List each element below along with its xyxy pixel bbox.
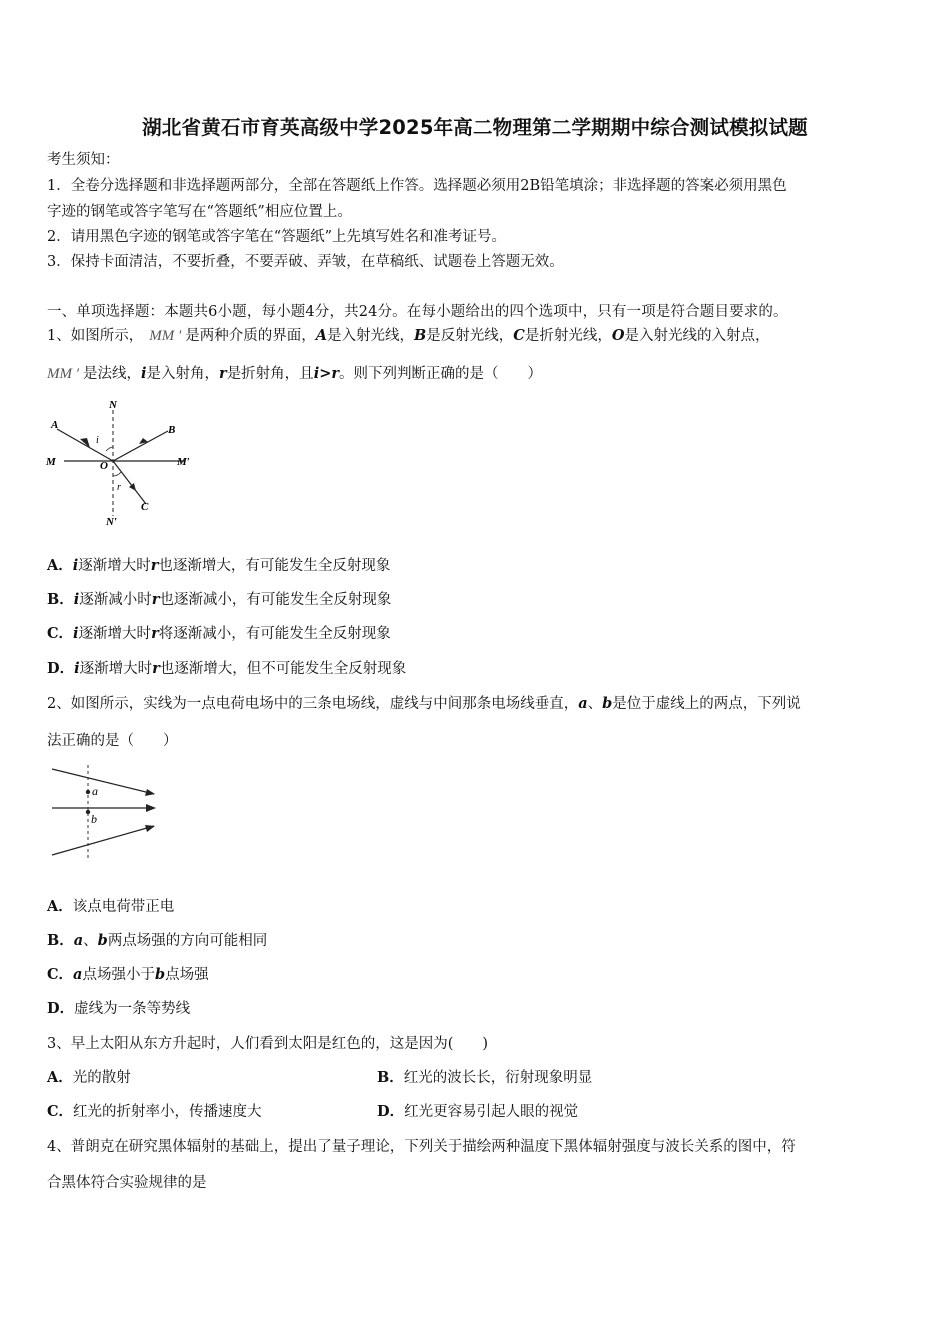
q1-refraction-figure xyxy=(40,396,210,532)
option-var: r xyxy=(151,625,159,642)
q2-var-a: a xyxy=(578,695,588,712)
page-title: 湖北省黄石市育英高级中学2025年高二物理第二学期期中综合测试模拟试题 xyxy=(142,116,808,139)
q1-mm-symbol: MM ′ xyxy=(47,366,80,382)
notice-heading: 考生须知： xyxy=(47,152,120,168)
q1-option-d[interactable] xyxy=(47,659,406,679)
q3-option-c[interactable] xyxy=(47,1102,262,1122)
label-a: A xyxy=(51,419,59,431)
label-n: N xyxy=(109,399,117,411)
label-o: O xyxy=(100,460,108,472)
q1-stem-line1 xyxy=(47,326,769,346)
option-text: 两点场强的方向可能相同 xyxy=(107,933,268,949)
option-key: B． xyxy=(377,1069,404,1086)
option-key: A． xyxy=(47,557,73,574)
arrowhead-bottom xyxy=(145,825,155,832)
q1-text: 是入射光线， xyxy=(327,328,415,344)
q1-text: 是入射光线的入射点， xyxy=(624,328,770,344)
notice-item: 3．保持卡面清洁，不要折叠，不要弄破、弄皱，在草稿纸、试题卷上答题无效。 xyxy=(47,254,564,270)
notice-item: 2．请用黑色字迹的钢笔或答字笔在“答题纸”上先填写姓名和准考证号。 xyxy=(47,229,507,245)
q1-text: 是折射角，且 xyxy=(226,366,314,382)
option-key: A． xyxy=(47,898,73,915)
q1-text: 是两种介质的界面， xyxy=(185,328,316,344)
option-var: r xyxy=(151,591,160,608)
q1-var-C: C xyxy=(513,327,525,344)
point-b xyxy=(86,810,90,814)
option-text: 也逐渐增大，但不可能发生全反射现象 xyxy=(159,661,407,677)
label-b: B xyxy=(168,424,176,436)
q1-text: 是折射光线， xyxy=(524,328,612,344)
q3-option-b[interactable] xyxy=(377,1068,592,1088)
q1-var-O: O xyxy=(611,327,625,344)
q3-option-a[interactable] xyxy=(47,1068,131,1088)
q1-var-A: A xyxy=(315,327,328,344)
q1-text: 。则下列判断正确的是（ ） xyxy=(339,366,542,382)
q3-stem: 3、早上太阳从东方升起时，人们看到太阳是红色的，这是因为( ) xyxy=(47,1036,489,1052)
q1-text: 是法线， xyxy=(83,366,142,382)
q1-var-i: i xyxy=(141,365,147,382)
q1-text: 是反射光线， xyxy=(426,328,514,344)
option-text: 点场强 xyxy=(165,967,209,983)
q2-option-c[interactable] xyxy=(47,965,209,985)
label-i: i xyxy=(96,435,99,446)
option-var: b xyxy=(154,966,166,983)
label-n-prime: N′ xyxy=(106,516,118,528)
option-key: A． xyxy=(47,1069,73,1086)
option-text: 红光更容易引起人眼的视觉 xyxy=(404,1104,579,1120)
option-key: C． xyxy=(47,625,74,642)
option-key: D． xyxy=(47,660,75,677)
option-text: 该点电荷带正电 xyxy=(72,899,175,915)
q1-option-a[interactable] xyxy=(47,556,390,576)
q1-option-c[interactable] xyxy=(47,624,391,644)
q2-stem-line2: 法正确的是（ ） xyxy=(47,733,178,749)
q2-option-a[interactable] xyxy=(47,897,174,917)
label-c: C xyxy=(141,501,149,513)
option-text: 点场强小于 xyxy=(82,967,155,983)
angle-i-arc xyxy=(106,447,113,451)
option-key: C． xyxy=(47,1103,74,1120)
option-var: a xyxy=(73,932,84,949)
field-line-bottom xyxy=(52,826,154,855)
q1-condition: i>r xyxy=(313,365,339,382)
q1-var-B: B xyxy=(414,327,427,344)
option-text: 将逐渐减小，有可能发生全反射现象 xyxy=(158,626,391,642)
q1-stem-line2 xyxy=(47,364,542,384)
option-text: 逐渐增大时 xyxy=(79,661,153,677)
q1-text: 1、如图所示， xyxy=(47,328,144,344)
label-m: M xyxy=(46,456,56,468)
option-text: 逐渐增大时 xyxy=(78,558,151,574)
option-text: 逐渐减小时 xyxy=(79,592,152,608)
option-text: 也逐渐减小，有可能发生全反射现象 xyxy=(159,592,392,608)
q4-stem-line1: 4、普朗克在研究黑体辐射的基础上，提出了量子理论，下列关于描绘两种温度下黑体辐射强度与波长关系的图中，符 xyxy=(47,1139,796,1155)
option-key: B． xyxy=(47,591,74,608)
option-key: B． xyxy=(47,932,74,949)
option-var: r xyxy=(152,660,160,677)
label-a: a xyxy=(92,784,98,798)
q2-option-d[interactable] xyxy=(47,999,190,1019)
option-text: 逐渐增大时 xyxy=(78,626,152,642)
q2-field-lines-figure xyxy=(44,762,164,862)
label-b: b xyxy=(91,812,97,826)
q1-option-b[interactable] xyxy=(47,590,391,610)
q1-mm-symbol: MM ′ xyxy=(149,328,182,344)
option-var: b xyxy=(97,932,108,949)
option-var: i xyxy=(73,625,79,642)
q2-stem-line1 xyxy=(47,694,801,714)
option-key: D． xyxy=(377,1103,405,1120)
option-var: a xyxy=(73,966,83,983)
angle-r-arc xyxy=(113,472,121,476)
arrowhead-top xyxy=(145,789,155,796)
option-var: r xyxy=(150,557,159,574)
section-heading: 一、单项选择题：本题共6小题，每小题4分，共24分。在每小题给出的四个选项中，只有一项是符合题目要求的。 xyxy=(47,304,788,320)
option-var: i xyxy=(72,557,79,574)
q4-stem-line2: 合黑体符合实验规律的是 xyxy=(47,1175,207,1191)
incident-ray-a xyxy=(57,429,113,461)
q3-option-d[interactable] xyxy=(377,1102,578,1122)
option-text: 红光的折射率小，传播速度大 xyxy=(73,1104,262,1120)
reflected-ray-b xyxy=(113,431,168,461)
q2-text: 2、如图所示，实线为一点电荷电场中的三条电场线，虚线与中间那条电场线垂直， xyxy=(47,696,579,712)
notice-item: 1．全卷分选择题和非选择题两部分，全部在答题纸上作答。选择题必须用2B铅笔填涂；非选择题的答案必须用黑色 xyxy=(47,178,787,194)
q2-var-b: b xyxy=(602,695,613,712)
label-r: r xyxy=(117,482,121,493)
option-var: i xyxy=(73,591,80,608)
option-var: i xyxy=(74,660,80,677)
q2-text: 是位于虚线上的两点，下列说 xyxy=(612,696,801,712)
label-m-prime: M′ xyxy=(177,456,190,468)
q2-text: 、 xyxy=(587,696,603,712)
arrowhead-middle xyxy=(146,804,156,812)
q1-var-r: r xyxy=(219,365,227,382)
option-key: C． xyxy=(47,966,74,983)
option-text: 红光的波长长，衍射现象明显 xyxy=(403,1070,593,1086)
option-text: 也逐渐增大，有可能发生全反射现象 xyxy=(158,558,391,574)
option-text: 光的散射 xyxy=(72,1070,131,1086)
field-line-top xyxy=(52,769,154,794)
q1-text: 是入射角， xyxy=(146,366,220,382)
option-key: D． xyxy=(47,1000,75,1017)
option-text: 、 xyxy=(83,933,98,949)
option-text: 虚线为一条等势线 xyxy=(74,1001,191,1017)
point-a xyxy=(86,790,90,794)
notice-item: 字迹的钢笔或答字笔写在“答题纸”相应位置上。 xyxy=(47,204,352,220)
q2-option-b[interactable] xyxy=(47,931,267,951)
